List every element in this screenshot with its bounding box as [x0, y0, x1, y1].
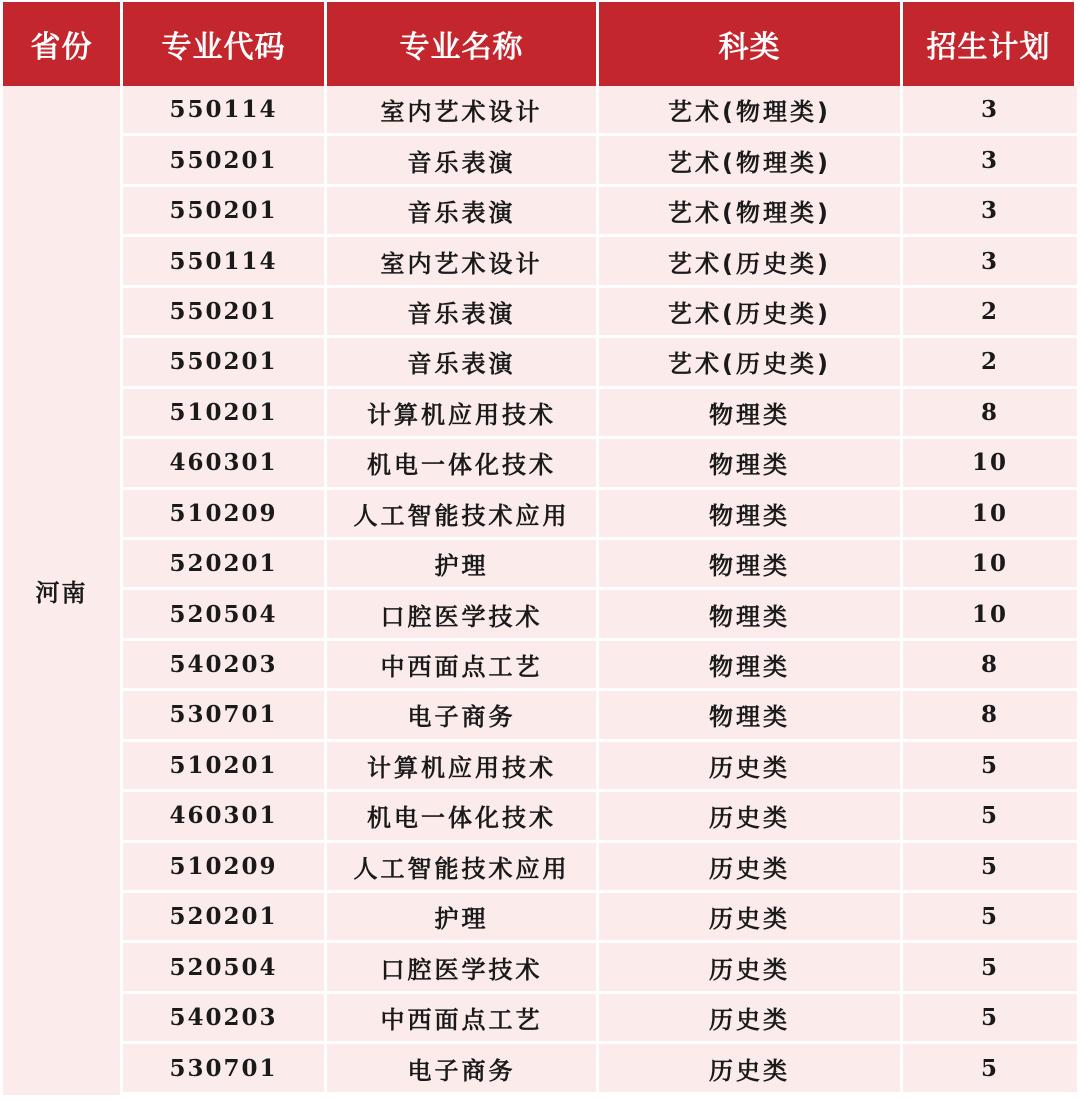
major-code-cell: 510201	[123, 389, 327, 439]
category-cell: 历史类	[599, 1044, 903, 1094]
major-name-cell: 音乐表演	[327, 136, 599, 186]
enrollment-plan-cell: 2	[903, 338, 1077, 388]
major-name-cell: 口腔医学技术	[327, 590, 599, 640]
major-name-cell: 音乐表演	[327, 288, 599, 338]
major-code-cell: 460301	[123, 792, 327, 842]
header-category: 科类	[599, 2, 903, 86]
major-code-cell: 550114	[123, 237, 327, 287]
major-code-cell: 550201	[123, 288, 327, 338]
major-name-cell: 护理	[327, 893, 599, 943]
enrollment-plan-table	[3, 2, 1077, 1097]
major-name-cell: 机电一体化技术	[327, 792, 599, 842]
major-name-cell: 人工智能技术应用	[327, 490, 599, 540]
category-cell: 历史类	[599, 994, 903, 1044]
category-cell: 物理类	[599, 641, 903, 691]
major-name-cell: 室内艺术设计	[327, 86, 599, 136]
major-name-cell: 计算机应用技术	[327, 389, 599, 439]
category-cell: 艺术(历史类)	[599, 288, 903, 338]
major-name-cell: 机电一体化技术	[327, 439, 599, 489]
category-cell: 历史类	[599, 893, 903, 943]
category-cell: 艺术(物理类)	[599, 86, 903, 136]
major-name-cell: 计算机应用技术	[327, 742, 599, 792]
category-cell: 物理类	[599, 540, 903, 590]
category-cell: 物理类	[599, 389, 903, 439]
major-code-cell: 520504	[123, 943, 327, 993]
major-name-cell: 中西面点工艺	[327, 641, 599, 691]
enrollment-plan-cell: 5	[903, 893, 1077, 943]
category-cell: 艺术(物理类)	[599, 136, 903, 186]
enrollment-plan-cell: 5	[903, 1044, 1077, 1094]
enrollment-plan-cell: 5	[903, 843, 1077, 893]
enrollment-plan-cell: 5	[903, 742, 1077, 792]
major-code-cell: 530701	[123, 691, 327, 741]
major-name-cell: 室内艺术设计	[327, 237, 599, 287]
major-code-cell: 530701	[123, 1044, 327, 1094]
enrollment-plan-cell: 5	[903, 943, 1077, 993]
category-cell: 艺术(物理类)	[599, 187, 903, 237]
province-cell: 河南	[3, 86, 123, 1095]
major-code-cell: 520504	[123, 590, 327, 640]
major-code-cell: 540203	[123, 641, 327, 691]
category-cell: 物理类	[599, 439, 903, 489]
major-code-cell: 550201	[123, 187, 327, 237]
enrollment-plan-cell: 5	[903, 792, 1077, 842]
major-code-cell: 550201	[123, 338, 327, 388]
enrollment-plan-cell: 10	[903, 490, 1077, 540]
enrollment-plan-cell: 3	[903, 187, 1077, 237]
header-major-name: 专业名称	[327, 2, 599, 86]
major-code-cell: 520201	[123, 540, 327, 590]
header-major-code: 专业代码	[123, 2, 327, 86]
enrollment-plan-cell: 3	[903, 136, 1077, 186]
enrollment-plan-cell: 10	[903, 439, 1077, 489]
major-name-cell: 音乐表演	[327, 187, 599, 237]
major-code-cell: 460301	[123, 439, 327, 489]
major-code-cell: 520201	[123, 893, 327, 943]
enrollment-plan-cell: 10	[903, 590, 1077, 640]
enrollment-plan-cell: 10	[903, 540, 1077, 590]
category-cell: 历史类	[599, 792, 903, 842]
major-name-cell: 人工智能技术应用	[327, 843, 599, 893]
major-code-cell: 510209	[123, 843, 327, 893]
category-cell: 物理类	[599, 490, 903, 540]
major-name-cell: 电子商务	[327, 1044, 599, 1094]
major-code-cell: 550114	[123, 86, 327, 136]
enrollment-plan-cell: 8	[903, 389, 1077, 439]
major-code-cell: 540203	[123, 994, 327, 1044]
major-name-cell: 音乐表演	[327, 338, 599, 388]
enrollment-plan-cell: 8	[903, 641, 1077, 691]
enrollment-plan-cell: 2	[903, 288, 1077, 338]
major-name-cell: 中西面点工艺	[327, 994, 599, 1044]
category-cell: 物理类	[599, 691, 903, 741]
category-cell: 艺术(历史类)	[599, 237, 903, 287]
enrollment-plan-cell: 5	[903, 994, 1077, 1044]
major-name-cell: 护理	[327, 540, 599, 590]
header-province: 省份	[3, 2, 123, 86]
category-cell: 历史类	[599, 843, 903, 893]
major-name-cell: 电子商务	[327, 691, 599, 741]
category-cell: 物理类	[599, 590, 903, 640]
category-cell: 艺术(历史类)	[599, 338, 903, 388]
enrollment-plan-cell: 3	[903, 237, 1077, 287]
category-cell: 历史类	[599, 742, 903, 792]
enrollment-plan-cell: 3	[903, 86, 1077, 136]
major-code-cell: 510201	[123, 742, 327, 792]
category-cell: 历史类	[599, 943, 903, 993]
header-enrollment-plan: 招生计划	[903, 2, 1077, 86]
enrollment-plan-cell: 8	[903, 691, 1077, 741]
major-code-cell: 510209	[123, 490, 327, 540]
major-name-cell: 口腔医学技术	[327, 943, 599, 993]
major-code-cell: 550201	[123, 136, 327, 186]
